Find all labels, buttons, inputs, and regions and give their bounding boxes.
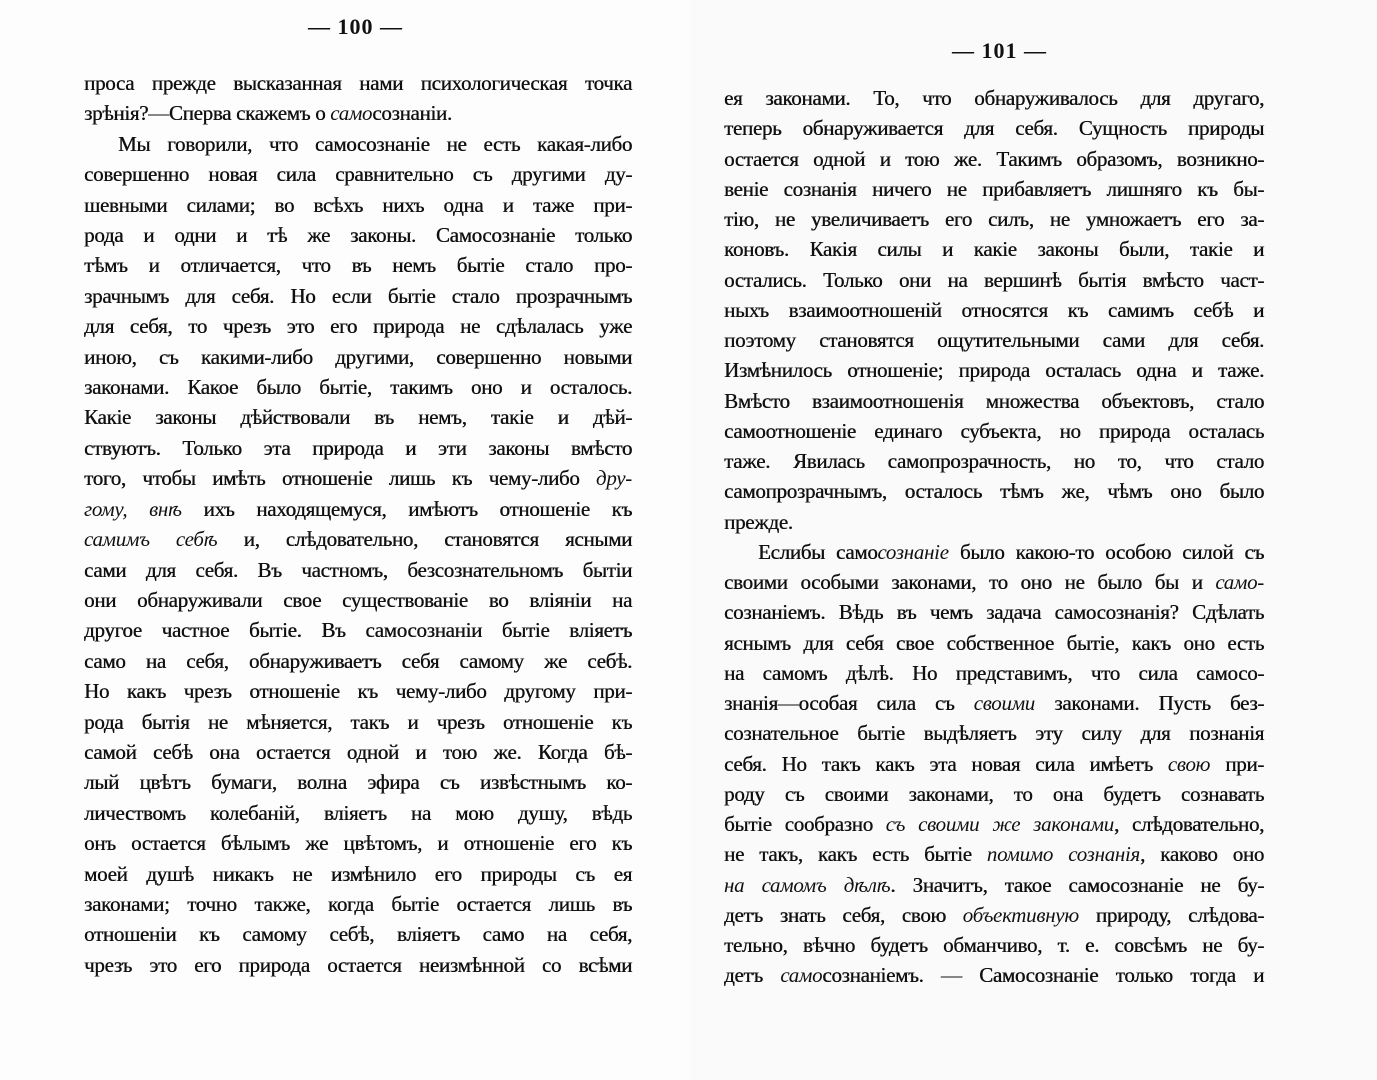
italic-text: сознаніе [877,539,949,564]
text-line [84,828,632,858]
text-segment: при- [1210,751,1264,776]
text-line [84,919,632,949]
page-number: — 100 — [308,14,403,39]
text-line [84,372,632,402]
text-segment: отношеніи къ самому себѣ, вліяетъ само на себя, [84,922,632,947]
text-segment: таже. Явилась самопрозрачность, но то, что стало [724,449,1264,473]
text-line [84,220,632,250]
text-line [724,355,1264,385]
text-line [84,190,632,220]
text-segment: веніе сознанія ничего не прибавляетъ лишняго къ бы- [724,176,1264,201]
text-segment: самопрозрачнымъ, осталось тѣмъ же, чѣмъ оно было [724,479,1264,504]
text-segment: остались. Только они на вершинѣ бытія вмѣсто част- [724,267,1264,292]
text-line [724,839,1264,869]
text-line [724,325,1264,355]
text-line [724,113,1264,143]
text-line [84,68,632,98]
text-segment: зрѣнія?—Сперва скажемъ о [84,101,331,126]
text-segment: на самомъ дѣлѣ. Но представимъ, что сила самосо- [724,660,1264,685]
text-segment: законами; точно также, когда бытіе остается лишь въ [84,891,632,916]
text-segment: того, чтобы имѣть отношеніе лишь къ чему-либо [84,466,597,491]
text-segment: проса прежде высказанная нами психологическая точка [84,71,632,95]
text-segment: сознаніемъ. — Самосознаніе только тогда и [822,963,1265,988]
italic-text: на самомъ дѣлѣ [724,872,891,897]
text-line [84,281,632,311]
text-segment: шевными силами; во всѣхъ нихъ одна и таже при- [84,192,632,217]
text-segment: сами для себя. Въ частномъ, безсознательномъ бытіи [84,557,632,582]
text-line [84,129,632,159]
text-line [724,870,1264,900]
text-segment: поэтому становятся ощутительными сами для себя. [724,328,1264,352]
text-line [724,658,1264,688]
text-line [724,688,1264,718]
text-segment: и, слѣдовательно, становятся ясными [217,527,632,552]
text-line [724,476,1264,506]
text-line [724,537,1264,567]
text-line [84,676,632,706]
text-line [84,798,632,828]
text-segment: другое частное бытіе. Въ самосознаніи бытіе вліяетъ [84,618,632,643]
page-text [724,83,1264,991]
text-line [84,859,632,889]
text-segment: Мы говорили, что самосознаніе не есть какая-либо [118,131,632,156]
text-segment: онъ остается бѣлымъ же цвѣтомъ, и отношеніе его къ [84,831,632,856]
text-line [84,98,632,128]
text-line [724,295,1264,325]
text-line [84,524,632,554]
text-segment: Еслибы само [758,539,878,564]
text-segment: было какою-то особою силой съ [948,539,1264,564]
text-line [724,718,1264,748]
text-segment: яснымъ для себя свое собственное бытіе, какъ оно есть [724,630,1264,655]
text-line [724,446,1264,476]
text-line [724,174,1264,204]
text-line [724,900,1264,930]
italic-text: самимъ себѣ [84,527,218,552]
text-segment: лый цвѣтъ бумаги, волна эфира съ извѣстнымъ ко- [84,770,632,795]
text-line [84,463,632,493]
text-segment: сознаніемъ. Вѣдь въ чемъ задача самосознанія? Сдѣлать [724,600,1264,625]
text-segment: личествомъ колебаній, вліяетъ на мою душу, вѣдь [84,800,632,825]
italic-text: своими [973,691,1035,715]
text-line [724,265,1264,295]
text-line [84,737,632,767]
text-line [724,83,1264,113]
text-segment: законами. Пусть без- [1035,691,1264,715]
text-segment: не такъ, какъ есть бытіе [724,842,987,867]
text-segment: зрачнымъ для себя. Но если бытіе стало прозрачнымъ [84,283,632,308]
text-line [84,159,632,189]
text-line [84,646,632,676]
text-segment: тію, не увеличиваетъ его силъ, не умножаетъ его за- [724,207,1264,231]
text-segment: совершенно новая сила сравнительно съ другими ду- [84,162,632,187]
text-segment: законами. Какое было бытіе, такимъ оно и осталось. [84,375,632,400]
text-line [84,433,632,463]
italic-text: гому, внѣ [84,496,182,521]
text-segment: , каково оно [1140,842,1264,867]
italic-text: объективную [962,902,1079,927]
text-segment: , слѣдовательно, [1113,812,1264,836]
text-segment: рода и одни и тѣ же законы. Самосознаніе только [84,223,632,248]
italic-text: свою [1167,751,1211,776]
text-line [724,386,1264,416]
text-line [84,950,632,980]
text-segment: сознаніи. [372,101,452,126]
text-line [84,311,632,341]
italic-text: само- [1215,570,1264,594]
text-line [84,494,632,524]
text-segment: прежде. [724,509,793,534]
text-line [724,749,1264,779]
text-segment: Вмѣсто взаимоотношенія множества объектовъ, стало [724,388,1264,413]
text-line [724,507,1264,537]
text-segment: остается одной и тою же. Такимъ образомъ, возникно- [724,146,1264,171]
text-segment: роду съ своими законами, то она будетъ сознавать [724,781,1264,806]
text-line [84,615,632,645]
text-segment: Какіе законы дѣйствовали въ немъ, такіе и дѣй- [84,405,632,430]
text-line [724,809,1264,839]
text-line [724,779,1264,809]
text-line [84,889,632,919]
text-segment: сознательное бытіе выдѣляетъ эту силу для познанія [724,721,1264,746]
text-segment: моей душѣ никакъ не измѣнило его природы съ ея [84,861,632,886]
text-segment: Но какъ чрезъ отношеніе къ чему-либо другому при- [84,679,632,704]
italic-text: само [780,963,823,988]
italic-text: помимо сознанія [986,842,1141,867]
text-line [84,707,632,737]
text-line [724,416,1264,446]
text-line [84,342,632,372]
text-segment: знанія—особая сила съ [724,691,974,715]
text-segment: бытіе сообразно [724,812,886,836]
text-line [84,402,632,432]
text-segment: иною, съ какими-либо другими, совершенно новыми [84,344,632,369]
text-segment: для себя, то чрезъ это его природа не сдѣлалась уже [84,314,632,339]
text-segment: детъ [724,963,781,988]
text-segment: теперь обнаруживается для себя. Сущность природы [724,116,1264,141]
text-segment: самоотношеніе единаго субъекта, но природа осталась [724,418,1264,443]
text-segment: ихъ находящемуся, имѣютъ отношеніе къ [181,496,632,521]
text-segment: тельно, вѣчно будетъ обманчиво, т. е. совсѣмъ не бу- [724,933,1264,957]
text-line [84,767,632,797]
italic-text: само [330,101,373,126]
italic-text: съ своими же законами [885,812,1114,836]
text-segment: себя. Но такъ какъ эта новая сила имѣетъ [724,751,1168,776]
text-line [724,567,1264,597]
right-page [690,0,1377,1080]
text-line [84,585,632,615]
text-segment: чрезъ это его природа остается неизмѣнной со всѣми [84,952,632,977]
text-segment: детъ знать себя, свою [724,902,963,927]
text-segment: природу, слѣдова- [1078,902,1264,927]
text-segment: тѣмъ и отличается, что въ немъ бытіе стало про- [84,253,632,278]
text-segment: коновъ. Какія силы и какіе законы были, такіе и [724,237,1264,262]
text-segment: само на себя, обнаруживаетъ себя самому же себѣ. [84,648,632,673]
text-line [724,204,1264,234]
text-line [724,144,1264,174]
text-line [84,555,632,585]
text-segment: . Значитъ, такое самосознаніе не бу- [890,872,1264,897]
text-line [724,930,1264,960]
text-segment: ныхъ взаимоотношеній относятся къ самимъ себѣ и [724,297,1264,322]
text-line [724,628,1264,658]
italic-text: дру- [596,466,632,491]
text-line [724,960,1264,990]
text-line [84,250,632,280]
text-segment: своими особыми законами, то оно не было бы и [724,570,1216,594]
text-segment: рода бытія не мѣняется, такъ и чрезъ отношеніе къ [84,709,632,734]
text-line [724,234,1264,264]
text-segment: ствуютъ. Только эта природа и эти законы вмѣсто [84,435,632,460]
text-line [724,597,1264,627]
text-segment: они обнаруживали свое существованіе во вліяніи на [84,587,632,612]
page-number: — 101 — [952,38,1047,63]
page-text [84,68,632,980]
text-segment: Измѣнилось отношеніе; природа осталась одна и таже. [724,358,1264,383]
text-segment: самой себѣ она остается одной и тою же. Когда бѣ- [84,739,632,764]
text-segment: ея законами. То, что обнаруживалось для другаго, [724,86,1264,110]
